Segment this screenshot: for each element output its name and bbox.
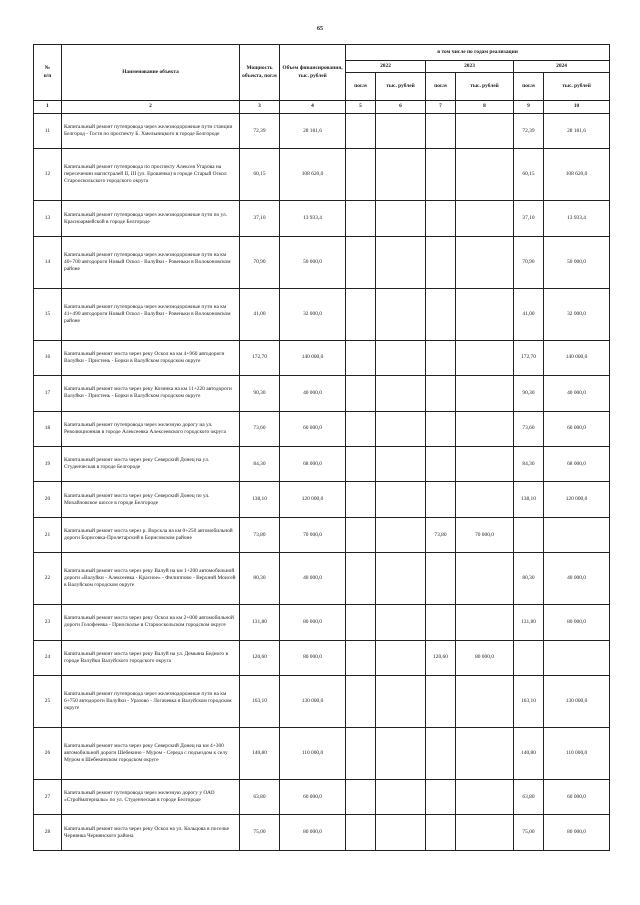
- header-year-2023: 2023: [426, 61, 514, 73]
- year-2022-length-cell: [346, 482, 376, 517]
- table-row: [34, 114, 610, 149]
- header-no: № п/п: [34, 45, 62, 101]
- row-number: 17: [34, 376, 62, 411]
- table-row: [34, 640, 610, 675]
- year-2023-amount-cell: [456, 236, 514, 288]
- year-2023-amount-cell: [456, 149, 514, 201]
- year-2024-length-cell: 172,70: [514, 340, 544, 375]
- funding-cell: 40 000,0: [280, 376, 346, 411]
- table-row: [34, 780, 610, 815]
- year-2023-length-cell: [426, 815, 456, 851]
- row-number: 21: [34, 517, 62, 552]
- capacity-cell: 60,15: [240, 149, 280, 201]
- year-2024-length-cell: 60,15: [514, 149, 544, 201]
- year-2023-length-cell: [426, 376, 456, 411]
- year-2024-amount-cell: 130 000,0: [544, 676, 610, 728]
- year-2024-amount-cell: 13 933,4: [544, 201, 610, 236]
- year-2023-length-cell: [426, 676, 456, 728]
- year-2024-length-cell: 131,80: [514, 605, 544, 640]
- year-2022-length-cell: [346, 728, 376, 780]
- year-2023-length-cell: [426, 482, 456, 517]
- table-row: [34, 482, 610, 517]
- table-row: [34, 815, 610, 851]
- year-2024-amount-cell: 50 000,0: [544, 236, 610, 288]
- table-row: [34, 447, 610, 482]
- object-name: Капитальный ремонт путепровода через железную дорогу на ул. Революционная в городе Алексеевка Алексеевского городского округа: [62, 411, 240, 446]
- year-2023-length-cell: [426, 553, 456, 605]
- year-2024-length-cell: [514, 517, 544, 552]
- year-2024-length-cell: 72,39: [514, 114, 544, 149]
- year-2024-length-cell: 140,80: [514, 728, 544, 780]
- year-2024-amount-cell: 60 000,0: [544, 780, 610, 815]
- object-name: Капитальный ремонт путепровода через железнодорожные пути на км 41+490 автодороги Новый Оскол - Валуйки - Ровеньки в Волоконовском районе: [62, 288, 240, 340]
- year-2023-amount-cell: [456, 553, 514, 605]
- year-2024-length-cell: 37,10: [514, 201, 544, 236]
- year-2022-amount-cell: [376, 411, 426, 446]
- object-name: Капитальный ремонт путепровода через железнодорожные пути по ул. Красноармейской в городе Белгороде: [62, 201, 240, 236]
- row-number: 11: [34, 114, 62, 149]
- year-2022-amount-cell: [376, 114, 426, 149]
- funding-cell: 140 000,0: [280, 340, 346, 375]
- year-2024-length-cell: 63,80: [514, 780, 544, 815]
- year-2022-length-cell: [346, 815, 376, 851]
- year-2022-length-cell: [346, 605, 376, 640]
- table-row: [34, 340, 610, 375]
- header-funding: Объем финансирования, тыс. рублей: [280, 45, 346, 101]
- header-capacity: Мощность объекта, пог.м: [240, 45, 280, 101]
- capacity-cell: 90,30: [240, 376, 280, 411]
- year-2024-amount-cell: 40 000,0: [544, 553, 610, 605]
- capacity-cell: 70,90: [240, 236, 280, 288]
- capacity-cell: 75,00: [240, 815, 280, 851]
- row-number: 13: [34, 201, 62, 236]
- year-2022-amount-cell: [376, 517, 426, 552]
- table-row: [34, 201, 610, 236]
- header-unit-rub: тыс. рублей: [456, 73, 514, 101]
- funding-cell: 80 000,0: [280, 605, 346, 640]
- capacity-cell: 163,10: [240, 676, 280, 728]
- funding-cell: 108 620,0: [280, 149, 346, 201]
- object-name: Капитальный ремонт моста через реку Валуй на км 1+200 автомобильной дороги «Валуйки - Алексеевка - Красное» - Филиппово - Верхний Моисей в Валуйском городском округе: [62, 553, 240, 605]
- funding-cell: 110 000,0: [280, 728, 346, 780]
- year-2022-amount-cell: [376, 288, 426, 340]
- header-year-2024: 2024: [514, 61, 610, 73]
- year-2023-length-cell: [426, 605, 456, 640]
- row-number: 25: [34, 676, 62, 728]
- capacity-cell: 84,30: [240, 447, 280, 482]
- year-2022-amount-cell: [376, 376, 426, 411]
- funding-cell: 60 000,0: [280, 411, 346, 446]
- year-2022-length-cell: [346, 411, 376, 446]
- table-row: [34, 517, 610, 552]
- column-number: 9: [514, 101, 544, 114]
- year-2022-amount-cell: [376, 149, 426, 201]
- row-number: 19: [34, 447, 62, 482]
- year-2023-amount-cell: [456, 114, 514, 149]
- year-2023-length-cell: [426, 728, 456, 780]
- capacity-cell: 73,80: [240, 517, 280, 552]
- row-number: 12: [34, 149, 62, 201]
- funding-cell: 28 181,6: [280, 114, 346, 149]
- year-2023-amount-cell: [456, 411, 514, 446]
- year-2024-amount-cell: 120 000,0: [544, 482, 610, 517]
- year-2023-amount-cell: [456, 815, 514, 851]
- year-2022-amount-cell: [376, 780, 426, 815]
- capacity-cell: 140,80: [240, 728, 280, 780]
- row-number: 14: [34, 236, 62, 288]
- year-2023-length-cell: [426, 236, 456, 288]
- object-name: Капитальный ремонт моста через реку Северский Донец по ул. Михайловское шоссе в городе Белгороде: [62, 482, 240, 517]
- year-2022-length-cell: [346, 517, 376, 552]
- year-2023-length-cell: 73,80: [426, 517, 456, 552]
- column-number: 4: [280, 101, 346, 114]
- header-name: Наименование объекта: [62, 45, 240, 101]
- funding-table: [33, 44, 610, 851]
- capacity-cell: 73,60: [240, 411, 280, 446]
- year-2024-length-cell: [514, 640, 544, 675]
- capacity-cell: 172,70: [240, 340, 280, 375]
- row-number: 16: [34, 340, 62, 375]
- year-2024-length-cell: 138,10: [514, 482, 544, 517]
- table-row: [34, 236, 610, 288]
- year-2024-amount-cell: [544, 640, 610, 675]
- table-row: [34, 149, 610, 201]
- year-2024-amount-cell: 60 000,0: [544, 411, 610, 446]
- table-row: [34, 605, 610, 640]
- year-2023-length-cell: [426, 201, 456, 236]
- year-2023-length-cell: [426, 288, 456, 340]
- year-2023-amount-cell: [456, 780, 514, 815]
- year-2022-amount-cell: [376, 605, 426, 640]
- row-number: 28: [34, 815, 62, 851]
- year-2024-amount-cell: 108 620,0: [544, 149, 610, 201]
- year-2023-amount-cell: [456, 340, 514, 375]
- year-2023-length-cell: [426, 149, 456, 201]
- object-name: Капитальный ремонт путепровода через железную дорогу у ОАО «Стройматериалы» по ул. Студенческая в городе Белгороде: [62, 780, 240, 815]
- year-2022-length-cell: [346, 114, 376, 149]
- year-2024-length-cell: 84,30: [514, 447, 544, 482]
- row-number: 20: [34, 482, 62, 517]
- column-number: 8: [456, 101, 514, 114]
- table-row: [34, 376, 610, 411]
- year-2023-length-cell: [426, 447, 456, 482]
- capacity-cell: 80,30: [240, 553, 280, 605]
- year-2022-amount-cell: [376, 236, 426, 288]
- funding-cell: 80 000,0: [280, 815, 346, 851]
- year-2024-amount-cell: 28 181,6: [544, 114, 610, 149]
- year-2024-amount-cell: 80 000,0: [544, 815, 610, 851]
- object-name: Капитальный ремонт моста через реку Оскол на км 2+000 автомобильной дороги Голофеевка - Приосколье в Старооскольском городском округе: [62, 605, 240, 640]
- object-name: Капитальный ремонт моста через реку Северский Донец на ул. Студенческая в городе Белгороде: [62, 447, 240, 482]
- table-row: [34, 411, 610, 446]
- row-number: 23: [34, 605, 62, 640]
- row-number: 27: [34, 780, 62, 815]
- column-numbers-row: [34, 101, 610, 114]
- object-name: Капитальный ремонт моста через р. Ворскла на км 0+250 автомобильной дороги Борисовка-Пролетарский в Борисовском районе: [62, 517, 240, 552]
- object-name: Капитальный ремонт моста через реку Оскол на км 4+960 автодороги Валуйки - Пристень - Борки в Валуйском городском округе: [62, 340, 240, 375]
- funding-cell: 80 000,0: [280, 640, 346, 675]
- object-name: Капитальный ремонт моста через реку Козинка на км 11+220 автодороги Валуйки - Пристень - Борки в Валуйском городском округе: [62, 376, 240, 411]
- year-2023-amount-cell: [456, 288, 514, 340]
- year-2022-length-cell: [346, 201, 376, 236]
- funding-cell: 68 000,0: [280, 447, 346, 482]
- header-unit-m: пог.м: [346, 73, 376, 101]
- object-name: Капитальный ремонт путепровода через железнодорожные пути на км 40+700 автодороги Новый Оскол - Валуйки - Ровеньки в Волоконовском районе: [62, 236, 240, 288]
- year-2023-amount-cell: [456, 605, 514, 640]
- year-2024-length-cell: 90,30: [514, 376, 544, 411]
- year-2024-length-cell: 41,00: [514, 288, 544, 340]
- column-number: 6: [376, 101, 426, 114]
- column-number: 5: [346, 101, 376, 114]
- year-2022-amount-cell: [376, 728, 426, 780]
- year-2024-length-cell: 80,30: [514, 553, 544, 605]
- column-number: 7: [426, 101, 456, 114]
- column-number: 2: [62, 101, 240, 114]
- year-2023-amount-cell: [456, 376, 514, 411]
- funding-cell: 13 933,4: [280, 201, 346, 236]
- funding-cell: 70 000,0: [280, 517, 346, 552]
- year-2024-amount-cell: 32 000,0: [544, 288, 610, 340]
- year-2024-amount-cell: [544, 517, 610, 552]
- table-row: [34, 676, 610, 728]
- funding-cell: 120 000,0: [280, 482, 346, 517]
- year-2022-length-cell: [346, 340, 376, 375]
- year-2023-amount-cell: [456, 482, 514, 517]
- row-number: 15: [34, 288, 62, 340]
- object-name: Капитальный ремонт путепровода через железнодорожные пути на км 6+750 автодороги Валуйки - Уразово - Логачевка в Валуйском городском округе: [62, 676, 240, 728]
- year-2024-length-cell: 70,90: [514, 236, 544, 288]
- funding-cell: 40 000,0: [280, 553, 346, 605]
- year-2024-amount-cell: 110 000,0: [544, 728, 610, 780]
- year-2023-length-cell: [426, 340, 456, 375]
- year-2023-length-cell: 120,60: [426, 640, 456, 675]
- page-number: 65: [317, 26, 323, 32]
- column-number: 1: [34, 101, 62, 114]
- year-2022-length-cell: [346, 236, 376, 288]
- table-row: [34, 728, 610, 780]
- year-2023-amount-cell: 70 000,0: [456, 517, 514, 552]
- year-2022-length-cell: [346, 780, 376, 815]
- year-2022-amount-cell: [376, 553, 426, 605]
- object-name: Капитальный ремонт моста через реку Северский Донец на км 4+300 автомобильной дороги Шебекино - Муром - Середа с подъездом к селу Муром в Шебекинском городском округе: [62, 728, 240, 780]
- year-2022-length-cell: [346, 288, 376, 340]
- year-2022-length-cell: [346, 447, 376, 482]
- year-2024-amount-cell: 68 000,0: [544, 447, 610, 482]
- row-number: 18: [34, 411, 62, 446]
- year-2023-length-cell: [426, 114, 456, 149]
- column-number: 10: [544, 101, 610, 114]
- year-2024-length-cell: 73,60: [514, 411, 544, 446]
- header-incl: в том числе по годам реализации: [346, 45, 610, 61]
- header-year-2022: 2022: [346, 61, 426, 73]
- capacity-cell: 41,00: [240, 288, 280, 340]
- funding-cell: 50 000,0: [280, 236, 346, 288]
- year-2023-length-cell: [426, 411, 456, 446]
- year-2023-amount-cell: [456, 201, 514, 236]
- year-2022-amount-cell: [376, 676, 426, 728]
- year-2022-length-cell: [346, 376, 376, 411]
- capacity-cell: 63,80: [240, 780, 280, 815]
- year-2023-length-cell: [426, 780, 456, 815]
- year-2022-length-cell: [346, 676, 376, 728]
- capacity-cell: 120,60: [240, 640, 280, 675]
- header-unit-m: пог.м: [514, 73, 544, 101]
- capacity-cell: 131,80: [240, 605, 280, 640]
- header-unit-m: пог.м: [426, 73, 456, 101]
- year-2023-amount-cell: 80 000,0: [456, 640, 514, 675]
- year-2022-amount-cell: [376, 201, 426, 236]
- year-2022-amount-cell: [376, 640, 426, 675]
- header-unit-rub: тыс. рублей: [376, 73, 426, 101]
- table-row: [34, 288, 610, 340]
- year-2022-amount-cell: [376, 815, 426, 851]
- year-2024-length-cell: 75,00: [514, 815, 544, 851]
- object-name: Капитальный ремонт моста через реку Оскол на ул. Кольцова в поселке Чернянка Чернянского района: [62, 815, 240, 851]
- year-2024-length-cell: 163,10: [514, 676, 544, 728]
- capacity-cell: 72,39: [240, 114, 280, 149]
- capacity-cell: 37,10: [240, 201, 280, 236]
- year-2023-amount-cell: [456, 676, 514, 728]
- funding-cell: 130 000,0: [280, 676, 346, 728]
- funding-cell: 32 000,0: [280, 288, 346, 340]
- funding-cell: 60 000,0: [280, 780, 346, 815]
- year-2022-length-cell: [346, 553, 376, 605]
- table-row: [34, 553, 610, 605]
- year-2022-length-cell: [346, 149, 376, 201]
- header-unit-rub: тыс. рублей: [544, 73, 610, 101]
- object-name: Капитальный ремонт путепровода по проспекту Алексея Угарова на пересечении магистралей II, III (ул. Ерошенко) в городе Старый Оскол Старооскольского городского округа: [62, 149, 240, 201]
- year-2022-length-cell: [346, 640, 376, 675]
- row-number: 22: [34, 553, 62, 605]
- object-name: Капитальный ремонт моста через реку Валуй на ул. Демьяна Бедного в городе Валуйки Валуйского городского округа: [62, 640, 240, 675]
- year-2022-amount-cell: [376, 447, 426, 482]
- row-number: 26: [34, 728, 62, 780]
- year-2024-amount-cell: 140 000,0: [544, 340, 610, 375]
- row-number: 24: [34, 640, 62, 675]
- year-2024-amount-cell: 80 000,0: [544, 605, 610, 640]
- object-name: Капитальный ремонт путепровода через железнодорожные пути станции Белгород - Гостя по проспекту Б. Хмельницкого в городе Белгороде: [62, 114, 240, 149]
- capacity-cell: 138,10: [240, 482, 280, 517]
- column-number: 3: [240, 101, 280, 114]
- year-2023-amount-cell: [456, 447, 514, 482]
- table-body: [34, 114, 610, 851]
- year-2022-amount-cell: [376, 482, 426, 517]
- year-2024-amount-cell: 40 000,0: [544, 376, 610, 411]
- year-2023-amount-cell: [456, 728, 514, 780]
- year-2022-amount-cell: [376, 340, 426, 375]
